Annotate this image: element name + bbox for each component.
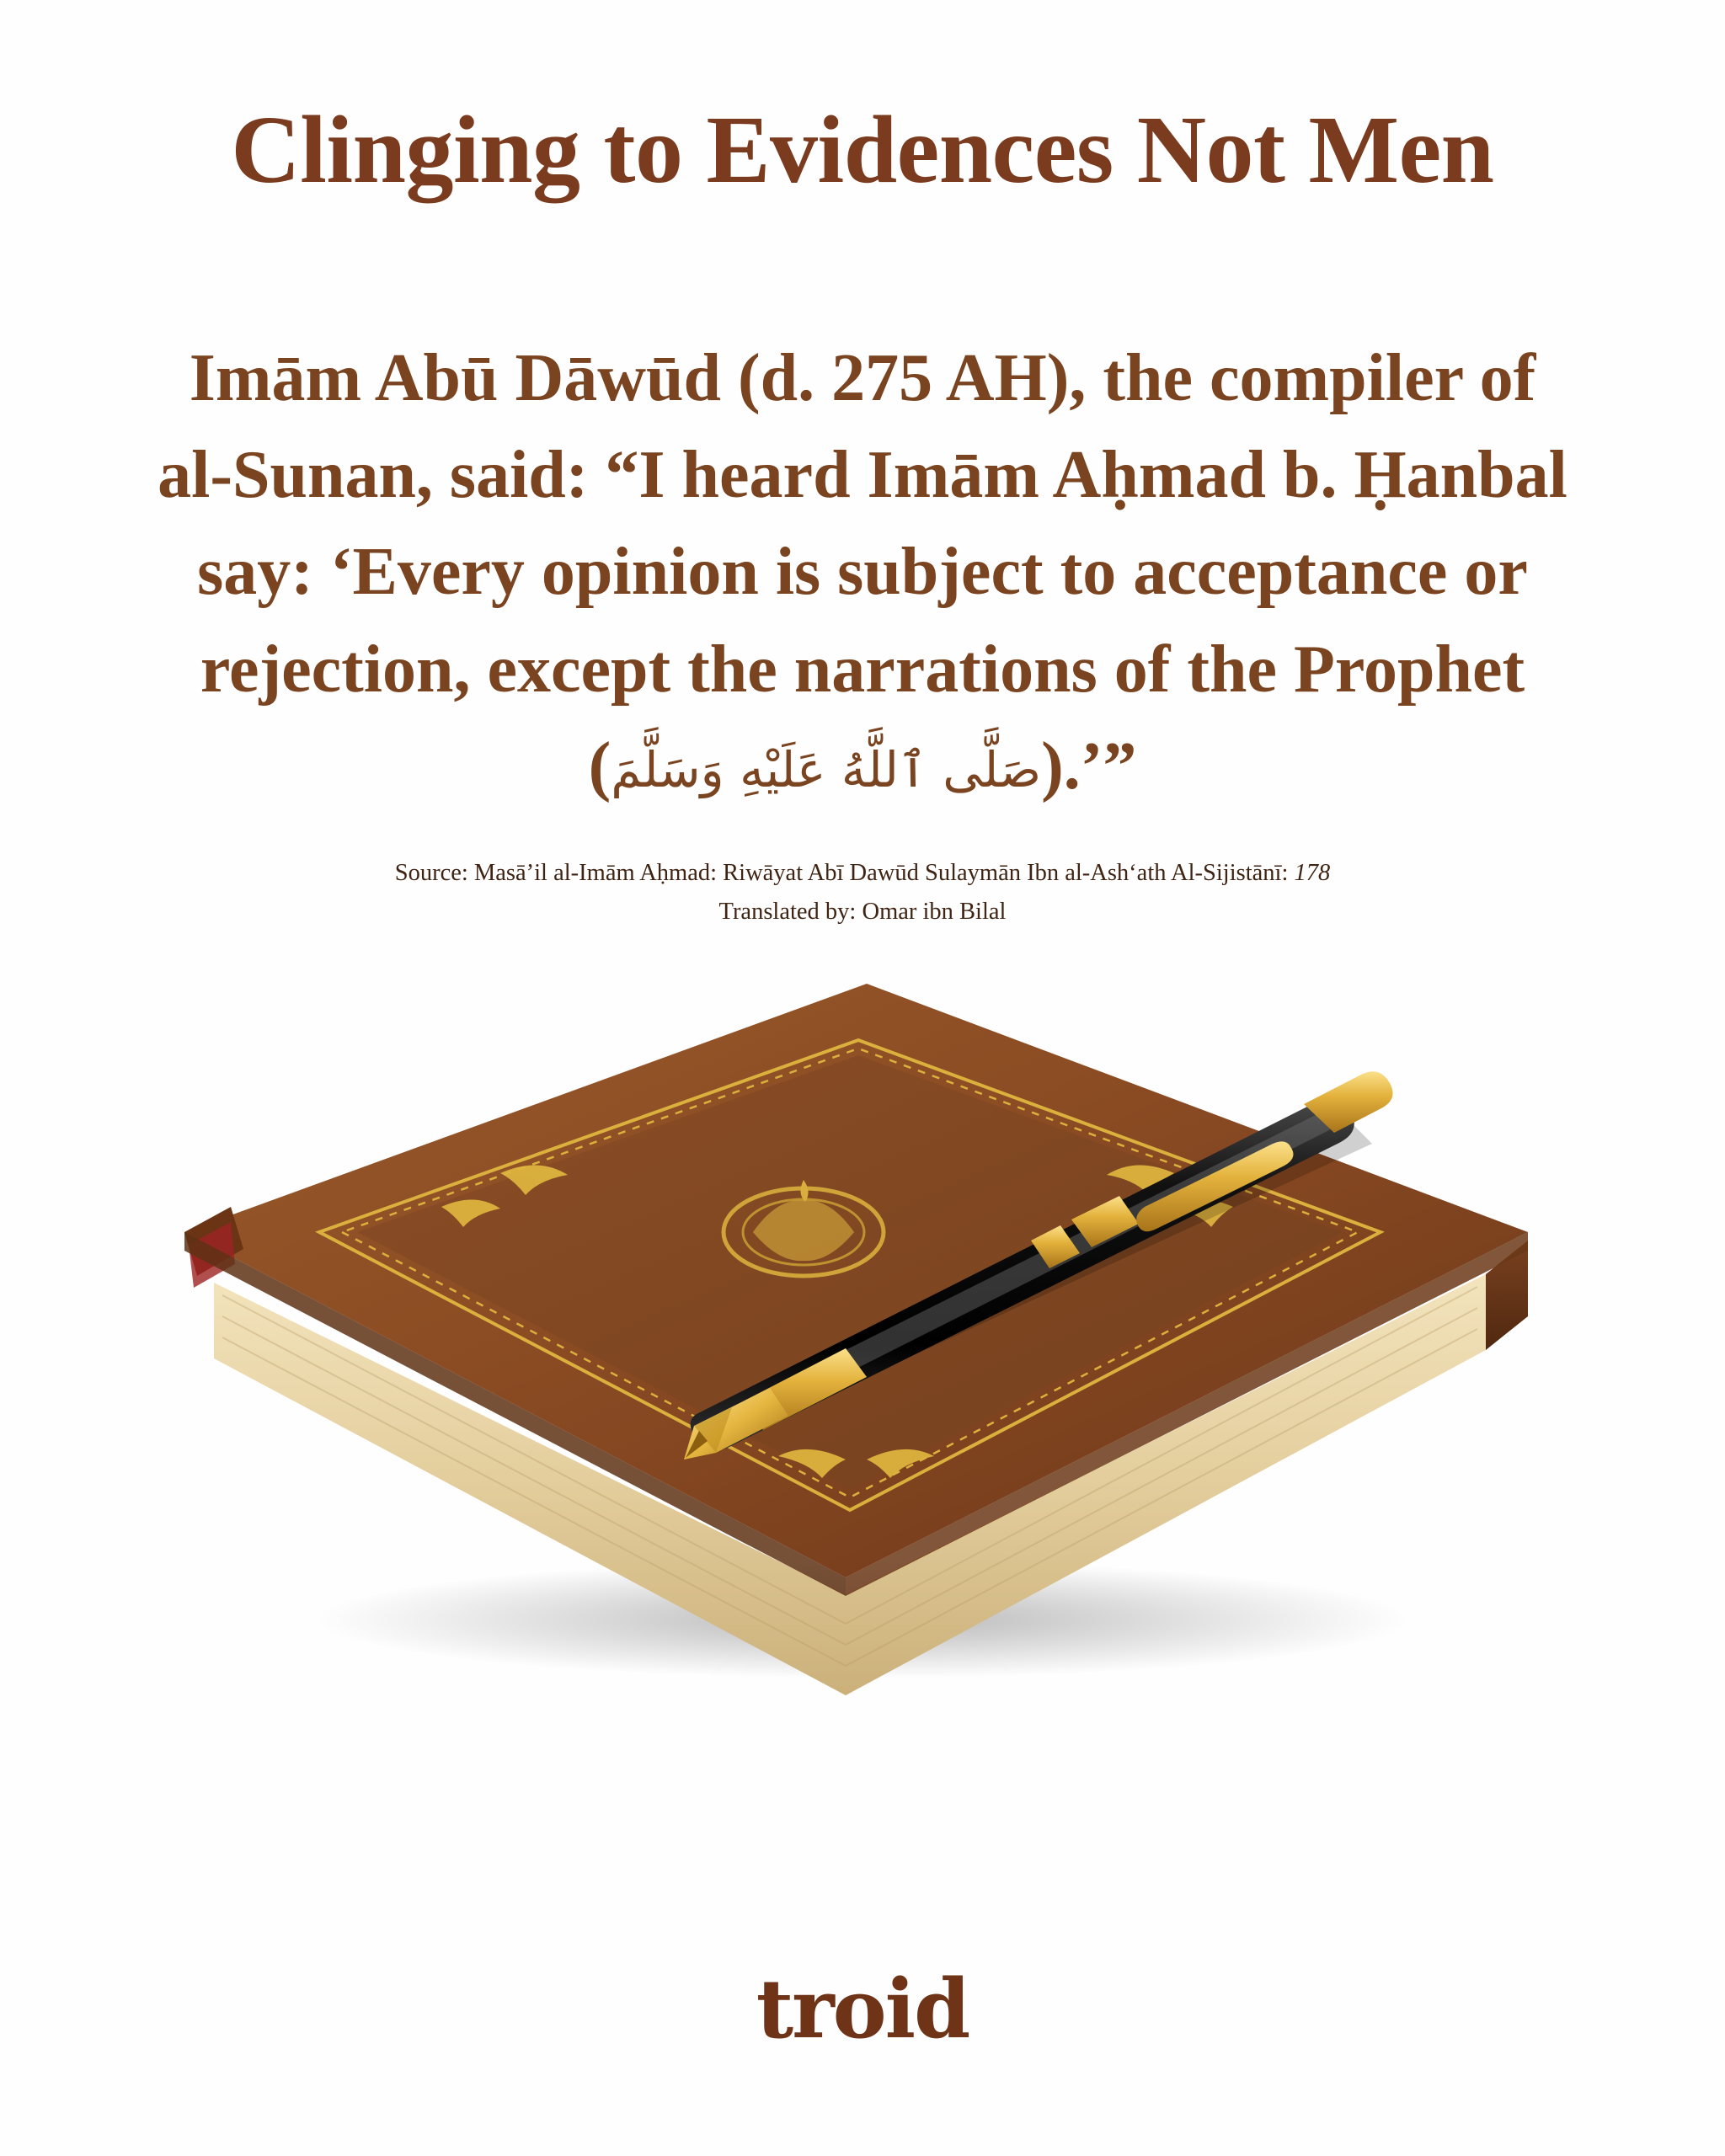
- book-illustration-svg: [104, 954, 1621, 1712]
- book-illustration: [104, 954, 1621, 1712]
- quote-text-part1: Imām Abū Dāwūd (d. 275 AH), the compiler of al-Sunan, said: “I heard Imām Aḥmad b. Ḥanbal say: ‘Every opinion is subject to acceptance or rejection, except the narrations of the Prophet (: [158, 341, 1567, 803]
- source-reference-line: [395, 854, 1331, 893]
- source-page-number: 178: [1294, 860, 1331, 886]
- quote-text: [147, 330, 1578, 815]
- translator-label: Translated by:: [718, 898, 857, 925]
- translator-line: [395, 893, 1331, 931]
- page-title: Clinging to Evidences Not Men: [231, 96, 1494, 203]
- quote-text-part2: ).’”: [1041, 728, 1137, 803]
- source-label: Source:: [394, 860, 468, 886]
- translator-name: Omar ibn Bilal: [862, 898, 1007, 925]
- source-reference: Masā’il al-Imām Aḥmad: Riwāyat Abī Dawūd Sulaymān Ibn al-Ash‘ath Al-Sijistānī:: [473, 860, 1289, 886]
- troid-logo[interactable]: troid: [756, 1961, 969, 2057]
- quote-block: [147, 330, 1578, 815]
- footer: [0, 1961, 1725, 2057]
- arabic-honorific: صَلَّى ٱللَّهُ عَلَيْهِ وَسَلَّمَ: [611, 740, 1042, 798]
- source-block: [395, 854, 1331, 931]
